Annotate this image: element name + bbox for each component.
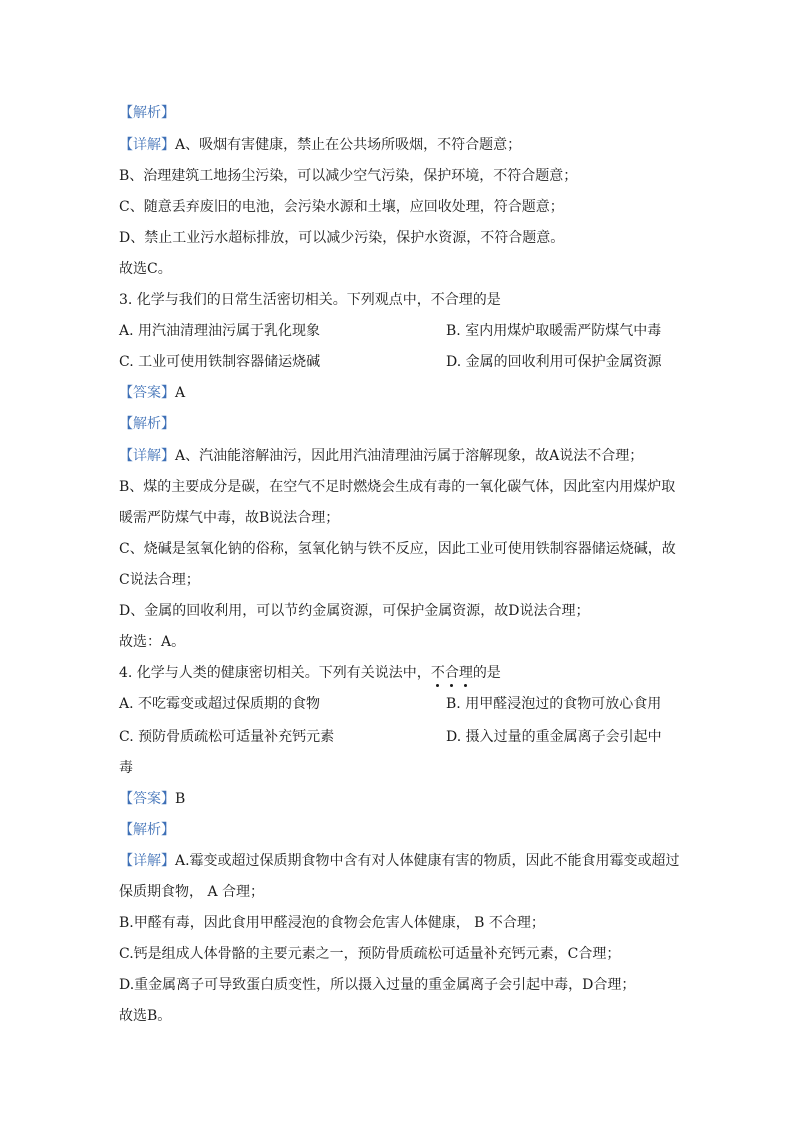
q4-stem-emph-3: 理 bbox=[458, 665, 473, 681]
q4-stem-post: 的是 bbox=[472, 665, 501, 681]
q3-option-d: D. 金属的回收利用可保护金属资源 bbox=[446, 354, 662, 370]
q3-detail-line-c2: C说法合理； bbox=[119, 572, 200, 588]
q3-option-c: C. 工业可使用铁制容器储运烧碱 bbox=[119, 354, 321, 370]
q4-stem-emph-2: 合 bbox=[444, 665, 459, 681]
q3-detail-text-a: A、汽油能溶解油污，因此用汽油清理油污属于溶解现象，故A说法不合理； bbox=[175, 448, 644, 464]
q4-detail-tag: 【详解】 bbox=[119, 853, 175, 869]
q4-answer-tag: 【答案】 bbox=[119, 791, 175, 807]
q2-detail-text-a: A、吸烟有害健康，禁止在公共场所吸烟，不符合题意； bbox=[175, 137, 522, 153]
q3-answer-tag: 【答案】 bbox=[119, 385, 175, 401]
q4-detail-text-a1: A.霉变或超过保质期食物中含有对人体健康有害的物质，因此不能食用霉变或超过 bbox=[175, 853, 680, 869]
q3-answer: A bbox=[175, 385, 186, 401]
q3-conclusion: 故选：A。 bbox=[119, 634, 186, 650]
q2-detail-tag: 【详解】 bbox=[119, 137, 175, 153]
q4-stem-emph-1: 不 bbox=[430, 665, 445, 681]
q4-option-d: D. 摄入过量的重金属离子会引起中 bbox=[446, 729, 662, 745]
q4-stem-pre: 4. 化学与人类的健康密切相关。下列有关说法中， bbox=[119, 665, 431, 681]
q4-option-a: A. 不吃霉变或超过保质期的食物 bbox=[119, 696, 321, 712]
q4-detail-line-a2: 保质期食物， A 合理； bbox=[119, 884, 265, 900]
q2-detail-line-c: C、随意丢弃废旧的电池，会污染水源和土壤，应回收处理，符合题意； bbox=[119, 199, 564, 215]
q2-detail-line-a bbox=[119, 135, 521, 155]
q4-option-b: B. 用甲醛浸泡过的食物可放心食用 bbox=[446, 696, 662, 712]
q3-detail-line-b1: B、煤的主要成分是碳，在空气不足时燃烧会生成有毒的一氧化碳气体，因此室内用煤炉取 bbox=[119, 479, 676, 495]
q3-detail-line-a bbox=[119, 446, 643, 466]
q4-answer: B bbox=[175, 791, 186, 807]
q3-detail-line-c1: C、烧碱是氢氧化钠的俗称，氢氧化钠与铁不反应，因此工业可使用铁制容器储运烧碱，故 bbox=[119, 541, 676, 557]
q4-stem bbox=[119, 663, 501, 683]
q2-conclusion: 故选C。 bbox=[119, 261, 172, 277]
q3-option-a: A. 用汽油清理油污属于乳化现象 bbox=[119, 323, 321, 339]
q3-analysis-tag: 【解析】 bbox=[119, 416, 175, 432]
q3-detail-line-b2: 暖需严防煤气中毒，故B说法合理； bbox=[119, 510, 340, 526]
q3-answer-line bbox=[119, 383, 185, 403]
q4-option-d-continued: 毒 bbox=[119, 760, 133, 776]
q3-detail-tag: 【详解】 bbox=[119, 448, 175, 464]
q4-detail-line-b: B.甲醛有毒，因此食用甲醛浸泡的食物会危害人体健康， B 不合理； bbox=[119, 915, 545, 931]
q3-detail-line-d: D、金属的回收利用，可以节约金属资源，可保护金属资源，故D说法合理； bbox=[119, 603, 590, 619]
q4-analysis-tag: 【解析】 bbox=[119, 822, 175, 838]
q2-detail-line-b: B、治理建筑工地扬尘污染，可以减少空气污染，保护环境，不符合题意； bbox=[119, 168, 578, 184]
q4-option-c: C. 预防骨质疏松可适量补充钙元素 bbox=[119, 729, 335, 745]
q4-detail-line-c: C.钙是组成人体骨骼的主要元素之一，预防骨质疏松可适量补充钙元素，C合理； bbox=[119, 946, 621, 962]
q3-option-b: B. 室内用煤炉取暖需严防煤气中毒 bbox=[446, 323, 662, 339]
q4-detail-line-a1 bbox=[119, 851, 680, 871]
q2-detail-line-d: D、禁止工业污水超标排放，可以减少污染，保护水资源，不符合题意。 bbox=[119, 230, 565, 246]
q4-answer-line bbox=[119, 789, 185, 809]
q4-detail-line-d: D.重金属离子可导致蛋白质变性，所以摄入过量的重金属离子会引起中毒，D合理； bbox=[119, 977, 636, 993]
q2-analysis-tag: 【解析】 bbox=[119, 105, 175, 121]
q3-stem: 3. 化学与我们的日常生活密切相关。下列观点中，不合理的是 bbox=[119, 292, 501, 308]
q4-conclusion: 故选B。 bbox=[119, 1008, 172, 1024]
